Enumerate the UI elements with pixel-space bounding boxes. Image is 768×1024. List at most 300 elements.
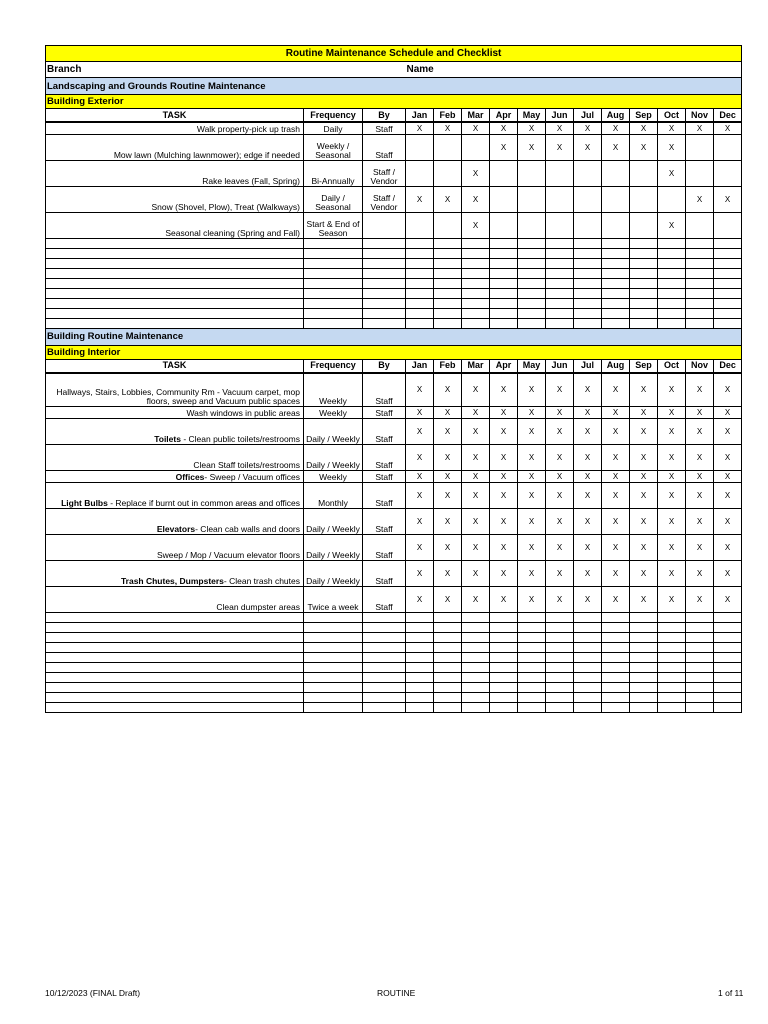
month-check-cell[interactable]: X [462,186,490,212]
blank-cell[interactable] [304,673,363,683]
month-check-cell[interactable]: X [686,471,714,483]
blank-cell[interactable] [434,248,462,258]
month-check-cell[interactable] [546,212,574,238]
blank-cell[interactable] [686,308,714,318]
blank-cell[interactable] [714,613,742,623]
blank-cell[interactable] [304,248,363,258]
blank-cell[interactable] [602,248,630,258]
blank-cell[interactable] [574,663,602,673]
month-check-cell[interactable]: X [714,471,742,483]
month-check-cell[interactable]: X [658,160,686,186]
blank-cell[interactable] [518,653,546,663]
month-check-cell[interactable]: X [518,561,546,587]
blank-cell[interactable] [518,613,546,623]
month-check-cell[interactable]: X [630,483,658,509]
month-check-cell[interactable]: X [546,134,574,160]
month-check-cell[interactable]: X [490,471,518,483]
blank-cell[interactable] [714,693,742,703]
blank-cell[interactable] [462,643,490,653]
month-check-cell[interactable]: X [518,445,546,471]
blank-cell[interactable] [434,238,462,248]
month-check-cell[interactable]: X [434,483,462,509]
blank-cell[interactable] [686,643,714,653]
month-check-cell[interactable]: X [462,509,490,535]
blank-cell[interactable] [490,673,518,683]
month-check-cell[interactable]: X [658,122,686,134]
month-check-cell[interactable]: X [490,561,518,587]
blank-cell[interactable] [304,663,363,673]
month-check-cell[interactable]: X [658,373,686,407]
blank-cell[interactable] [46,623,304,633]
blank-cell[interactable] [546,663,574,673]
blank-cell[interactable] [462,683,490,693]
blank-cell[interactable] [658,613,686,623]
blank-cell[interactable] [658,643,686,653]
month-check-cell[interactable]: X [658,587,686,613]
month-check-cell[interactable]: X [406,561,434,587]
month-check-cell[interactable]: X [574,134,602,160]
blank-cell[interactable] [630,683,658,693]
blank-cell[interactable] [630,318,658,328]
blank-cell[interactable] [462,258,490,268]
blank-cell[interactable] [686,248,714,258]
blank-cell[interactable] [630,613,658,623]
month-check-cell[interactable]: X [574,587,602,613]
month-check-cell[interactable]: X [658,535,686,561]
month-check-cell[interactable]: X [686,122,714,134]
blank-cell[interactable] [304,258,363,268]
blank-cell[interactable] [546,248,574,258]
month-check-cell[interactable]: X [546,407,574,419]
blank-cell[interactable] [714,663,742,673]
month-check-cell[interactable]: X [630,445,658,471]
month-check-cell[interactable]: X [714,407,742,419]
blank-cell[interactable] [434,278,462,288]
blank-cell[interactable] [714,278,742,288]
month-check-cell[interactable] [434,160,462,186]
blank-cell[interactable] [546,278,574,288]
blank-cell[interactable] [518,308,546,318]
month-check-cell[interactable]: X [518,587,546,613]
month-check-cell[interactable]: X [658,419,686,445]
blank-cell[interactable] [686,623,714,633]
month-check-cell[interactable]: X [490,122,518,134]
blank-cell[interactable] [304,623,363,633]
blank-cell[interactable] [546,238,574,248]
blank-cell[interactable] [630,248,658,258]
blank-cell[interactable] [714,318,742,328]
blank-cell[interactable] [546,258,574,268]
blank-cell[interactable] [602,673,630,683]
month-check-cell[interactable]: X [490,419,518,445]
blank-cell[interactable] [714,703,742,713]
month-check-cell[interactable] [630,186,658,212]
blank-cell[interactable] [714,238,742,248]
blank-cell[interactable] [46,308,304,318]
blank-cell[interactable] [518,633,546,643]
blank-cell[interactable] [304,643,363,653]
month-check-cell[interactable]: X [574,535,602,561]
month-check-cell[interactable] [518,186,546,212]
month-check-cell[interactable] [546,160,574,186]
month-check-cell[interactable]: X [434,122,462,134]
month-check-cell[interactable]: X [630,122,658,134]
month-check-cell[interactable]: X [518,122,546,134]
month-check-cell[interactable]: X [714,186,742,212]
blank-cell[interactable] [490,643,518,653]
blank-cell[interactable] [658,288,686,298]
blank-cell[interactable] [304,318,363,328]
month-check-cell[interactable] [406,134,434,160]
month-check-cell[interactable] [630,160,658,186]
blank-cell[interactable] [630,298,658,308]
month-check-cell[interactable] [714,134,742,160]
month-check-cell[interactable]: X [686,407,714,419]
blank-cell[interactable] [546,308,574,318]
blank-cell[interactable] [714,683,742,693]
blank-cell[interactable] [490,248,518,258]
blank-cell[interactable] [406,238,434,248]
blank-cell[interactable] [686,693,714,703]
blank-cell[interactable] [658,703,686,713]
blank-cell[interactable] [46,288,304,298]
month-check-cell[interactable]: X [686,445,714,471]
blank-cell[interactable] [363,623,406,633]
blank-cell[interactable] [46,278,304,288]
month-check-cell[interactable] [574,212,602,238]
blank-cell[interactable] [406,643,434,653]
month-check-cell[interactable]: X [406,471,434,483]
blank-cell[interactable] [574,703,602,713]
month-check-cell[interactable]: X [686,419,714,445]
blank-cell[interactable] [490,318,518,328]
blank-cell[interactable] [686,298,714,308]
blank-cell[interactable] [518,693,546,703]
blank-cell[interactable] [490,703,518,713]
month-check-cell[interactable]: X [406,407,434,419]
blank-cell[interactable] [602,663,630,673]
blank-cell[interactable] [462,613,490,623]
month-check-cell[interactable]: X [602,122,630,134]
month-check-cell[interactable]: X [490,373,518,407]
blank-cell[interactable] [46,298,304,308]
month-check-cell[interactable]: X [434,561,462,587]
blank-cell[interactable] [304,288,363,298]
blank-cell[interactable] [46,703,304,713]
blank-cell[interactable] [686,653,714,663]
month-check-cell[interactable]: X [630,134,658,160]
blank-cell[interactable] [658,318,686,328]
month-check-cell[interactable] [434,212,462,238]
blank-cell[interactable] [406,298,434,308]
blank-cell[interactable] [490,268,518,278]
blank-cell[interactable] [686,238,714,248]
blank-cell[interactable] [434,288,462,298]
blank-cell[interactable] [490,623,518,633]
blank-cell[interactable] [630,673,658,683]
blank-cell[interactable] [434,258,462,268]
month-check-cell[interactable]: X [714,373,742,407]
blank-cell[interactable] [490,258,518,268]
month-check-cell[interactable]: X [462,122,490,134]
blank-cell[interactable] [574,683,602,693]
blank-cell[interactable] [434,653,462,663]
month-check-cell[interactable]: X [462,407,490,419]
blank-cell[interactable] [304,703,363,713]
blank-cell[interactable] [518,623,546,633]
blank-cell[interactable] [630,623,658,633]
blank-cell[interactable] [602,278,630,288]
blank-cell[interactable] [658,248,686,258]
month-check-cell[interactable]: X [602,445,630,471]
blank-cell[interactable] [630,693,658,703]
blank-cell[interactable] [304,238,363,248]
blank-cell[interactable] [574,238,602,248]
blank-cell[interactable] [46,248,304,258]
month-check-cell[interactable]: X [714,587,742,613]
month-check-cell[interactable]: X [630,373,658,407]
blank-cell[interactable] [714,248,742,258]
blank-cell[interactable] [434,673,462,683]
blank-cell[interactable] [602,298,630,308]
month-check-cell[interactable] [490,212,518,238]
month-check-cell[interactable]: X [490,445,518,471]
blank-cell[interactable] [574,298,602,308]
month-check-cell[interactable]: X [406,445,434,471]
month-check-cell[interactable]: X [574,471,602,483]
blank-cell[interactable] [518,278,546,288]
month-check-cell[interactable]: X [602,373,630,407]
blank-cell[interactable] [462,653,490,663]
month-check-cell[interactable]: X [462,445,490,471]
blank-cell[interactable] [574,268,602,278]
month-check-cell[interactable]: X [518,373,546,407]
blank-cell[interactable] [686,703,714,713]
blank-cell[interactable] [686,663,714,673]
month-check-cell[interactable]: X [518,407,546,419]
month-check-cell[interactable]: X [490,535,518,561]
month-check-cell[interactable]: X [658,134,686,160]
month-check-cell[interactable]: X [574,561,602,587]
blank-cell[interactable] [363,288,406,298]
month-check-cell[interactable]: X [546,561,574,587]
month-check-cell[interactable]: X [714,122,742,134]
blank-cell[interactable] [546,633,574,643]
month-check-cell[interactable]: X [714,535,742,561]
blank-cell[interactable] [546,268,574,278]
blank-cell[interactable] [304,693,363,703]
blank-cell[interactable] [490,298,518,308]
blank-cell[interactable] [434,643,462,653]
blank-cell[interactable] [363,613,406,623]
month-check-cell[interactable]: X [714,419,742,445]
month-check-cell[interactable] [490,186,518,212]
month-check-cell[interactable] [406,160,434,186]
blank-cell[interactable] [546,298,574,308]
blank-cell[interactable] [46,238,304,248]
blank-cell[interactable] [574,318,602,328]
blank-cell[interactable] [574,248,602,258]
month-check-cell[interactable]: X [434,373,462,407]
blank-cell[interactable] [462,703,490,713]
month-check-cell[interactable] [574,186,602,212]
blank-cell[interactable] [714,623,742,633]
month-check-cell[interactable] [630,212,658,238]
blank-cell[interactable] [434,298,462,308]
blank-cell[interactable] [434,633,462,643]
blank-cell[interactable] [658,623,686,633]
blank-cell[interactable] [602,258,630,268]
blank-cell[interactable] [658,268,686,278]
blank-cell[interactable] [714,653,742,663]
month-check-cell[interactable]: X [462,212,490,238]
blank-cell[interactable] [518,288,546,298]
blank-cell[interactable] [462,318,490,328]
blank-cell[interactable] [304,653,363,663]
blank-cell[interactable] [630,268,658,278]
blank-cell[interactable] [46,683,304,693]
blank-cell[interactable] [714,643,742,653]
blank-cell[interactable] [304,298,363,308]
month-check-cell[interactable]: X [490,134,518,160]
blank-cell[interactable] [602,633,630,643]
blank-cell[interactable] [658,278,686,288]
blank-cell[interactable] [518,703,546,713]
blank-cell[interactable] [434,308,462,318]
blank-cell[interactable] [574,653,602,663]
month-check-cell[interactable]: X [574,373,602,407]
month-check-cell[interactable] [406,212,434,238]
month-check-cell[interactable] [434,134,462,160]
blank-cell[interactable] [406,308,434,318]
blank-cell[interactable] [46,613,304,623]
blank-cell[interactable] [686,633,714,643]
month-check-cell[interactable]: X [490,483,518,509]
blank-cell[interactable] [686,258,714,268]
blank-cell[interactable] [602,288,630,298]
blank-cell[interactable] [546,318,574,328]
month-check-cell[interactable]: X [574,122,602,134]
month-check-cell[interactable] [686,160,714,186]
blank-cell[interactable] [363,308,406,318]
blank-cell[interactable] [546,653,574,663]
blank-cell[interactable] [363,318,406,328]
blank-cell[interactable] [518,268,546,278]
month-check-cell[interactable]: X [546,587,574,613]
month-check-cell[interactable]: X [462,483,490,509]
blank-cell[interactable] [518,643,546,653]
month-check-cell[interactable]: X [546,483,574,509]
month-check-cell[interactable]: X [462,535,490,561]
blank-cell[interactable] [574,258,602,268]
blank-cell[interactable] [363,633,406,643]
blank-cell[interactable] [686,673,714,683]
blank-cell[interactable] [686,288,714,298]
blank-cell[interactable] [406,683,434,693]
month-check-cell[interactable]: X [630,471,658,483]
blank-cell[interactable] [46,653,304,663]
month-check-cell[interactable]: X [630,561,658,587]
blank-cell[interactable] [518,663,546,673]
blank-cell[interactable] [46,673,304,683]
blank-cell[interactable] [462,693,490,703]
month-check-cell[interactable]: X [602,587,630,613]
blank-cell[interactable] [490,288,518,298]
blank-cell[interactable] [462,663,490,673]
blank-cell[interactable] [602,683,630,693]
month-check-cell[interactable]: X [658,471,686,483]
month-check-cell[interactable]: X [546,509,574,535]
blank-cell[interactable] [546,613,574,623]
blank-cell[interactable] [630,308,658,318]
month-check-cell[interactable]: X [462,561,490,587]
blank-cell[interactable] [490,693,518,703]
blank-cell[interactable] [363,248,406,258]
month-check-cell[interactable]: X [574,419,602,445]
blank-cell[interactable] [434,663,462,673]
blank-cell[interactable] [658,663,686,673]
month-check-cell[interactable]: X [574,445,602,471]
blank-cell[interactable] [602,693,630,703]
blank-cell[interactable] [363,278,406,288]
blank-cell[interactable] [714,633,742,643]
blank-cell[interactable] [602,653,630,663]
month-check-cell[interactable]: X [574,509,602,535]
blank-cell[interactable] [602,623,630,633]
month-check-cell[interactable] [574,160,602,186]
month-check-cell[interactable]: X [434,186,462,212]
blank-cell[interactable] [658,693,686,703]
blank-cell[interactable] [406,633,434,643]
blank-cell[interactable] [46,318,304,328]
blank-cell[interactable] [630,633,658,643]
month-check-cell[interactable]: X [546,419,574,445]
blank-cell[interactable] [462,633,490,643]
month-check-cell[interactable]: X [602,535,630,561]
blank-cell[interactable] [518,258,546,268]
blank-cell[interactable] [462,298,490,308]
month-check-cell[interactable] [714,212,742,238]
blank-cell[interactable] [518,673,546,683]
blank-cell[interactable] [462,623,490,633]
blank-cell[interactable] [46,663,304,673]
month-check-cell[interactable]: X [546,373,574,407]
blank-cell[interactable] [602,643,630,653]
blank-cell[interactable] [574,308,602,318]
blank-cell[interactable] [630,258,658,268]
blank-cell[interactable] [406,318,434,328]
blank-cell[interactable] [686,278,714,288]
month-check-cell[interactable]: X [406,535,434,561]
blank-cell[interactable] [546,683,574,693]
month-check-cell[interactable] [602,160,630,186]
month-check-cell[interactable] [546,186,574,212]
blank-cell[interactable] [714,298,742,308]
month-check-cell[interactable]: X [714,483,742,509]
blank-cell[interactable] [546,673,574,683]
blank-cell[interactable] [304,268,363,278]
blank-cell[interactable] [406,673,434,683]
blank-cell[interactable] [714,288,742,298]
blank-cell[interactable] [658,258,686,268]
month-check-cell[interactable]: X [406,419,434,445]
blank-cell[interactable] [490,633,518,643]
month-check-cell[interactable] [602,186,630,212]
blank-cell[interactable] [630,288,658,298]
month-check-cell[interactable]: X [434,471,462,483]
month-check-cell[interactable]: X [602,561,630,587]
blank-cell[interactable] [574,278,602,288]
